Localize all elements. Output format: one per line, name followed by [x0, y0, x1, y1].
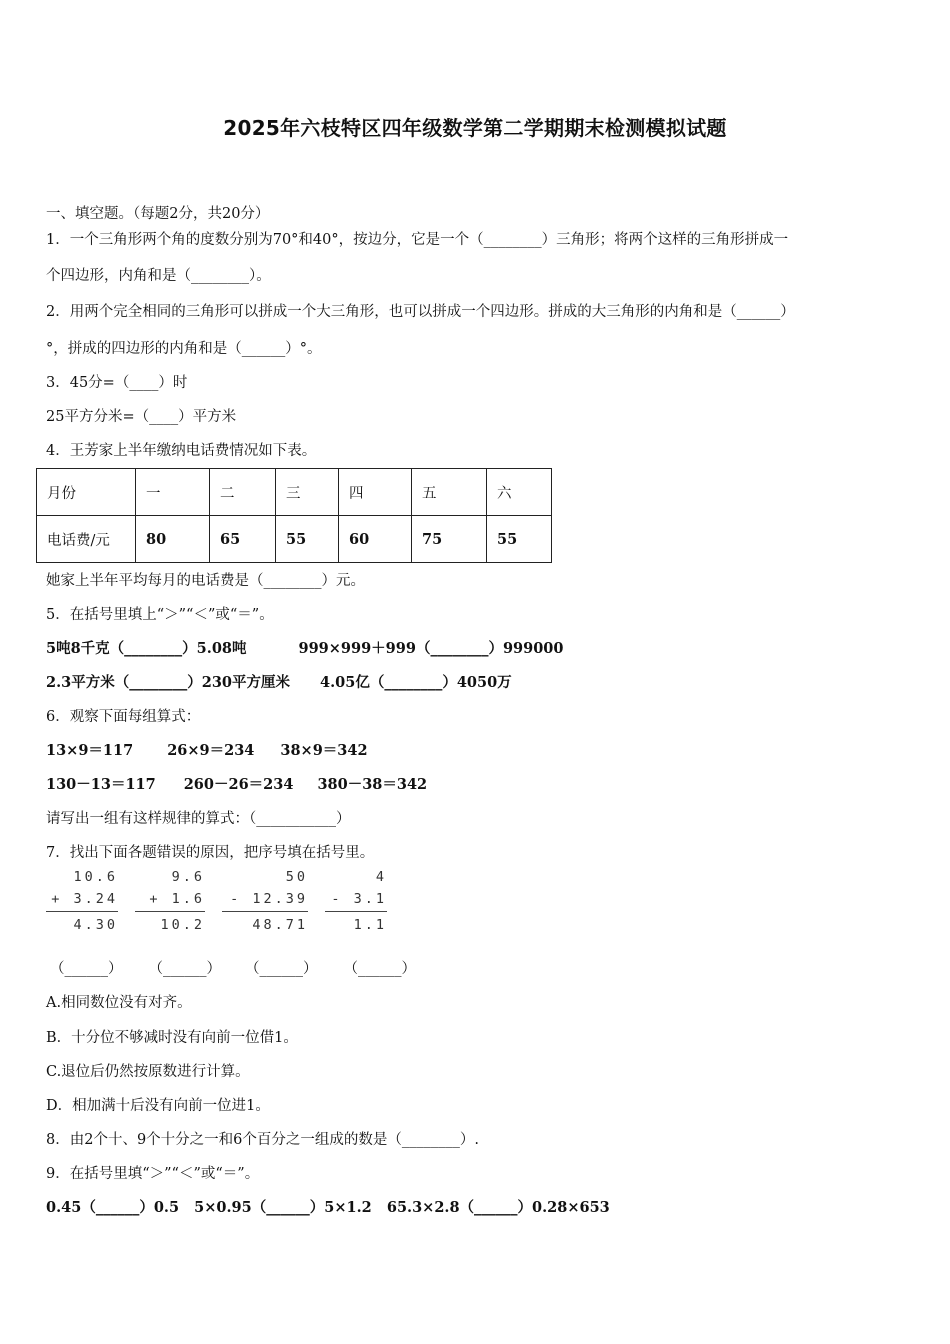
table-row	[37, 516, 552, 563]
option-a: A.相同数位没有对齐。	[46, 995, 192, 1011]
equation: 130－13＝117	[46, 776, 156, 793]
compare-item: 5吨8千克（________）5.08吨	[46, 640, 247, 657]
option-c: C.退位后仍然按原数进行计算。	[46, 1064, 250, 1080]
answer-blank: （______）	[50, 961, 123, 977]
table-cell: 75	[412, 516, 487, 563]
option-b: B．十分位不够减时没有向前一位借1。	[46, 1030, 298, 1046]
compare-item: 4.05亿（________）4050万	[320, 674, 512, 691]
table-cell: 55	[487, 516, 552, 563]
table-cell: 二	[210, 469, 276, 516]
option-d: D．相加满十后没有向前一位进1。	[46, 1098, 270, 1114]
section-heading: 一、填空题。（每题2分，共20分）	[46, 206, 270, 222]
answer-blank: （______）	[148, 961, 221, 977]
question-1-line-1: 1．一个三角形两个角的度数分别为70°和40°，按边分，它是一个（________）三角形；将两个这样的三角形拼成一	[46, 232, 789, 248]
question-5: 5．在括号里填上“＞”“＜”或“＝”。	[46, 607, 274, 623]
question-3-line-1: 3．45分=（____）时	[46, 375, 188, 391]
arith-operand: - 3.1	[331, 891, 387, 907]
arith-top: 9.6	[171, 869, 205, 885]
equation: 380－38＝342	[317, 776, 428, 793]
vertical-arithmetic	[135, 866, 205, 936]
compare-item: 999×999＋999（________）999000	[298, 640, 564, 657]
arith-rule	[135, 911, 205, 912]
table-cell: 60	[339, 516, 412, 563]
question-5-row-2	[46, 671, 512, 692]
phone-fee-table	[36, 468, 552, 563]
table-cell: 月份	[37, 469, 136, 516]
question-7: 7．找出下面各题错误的原因，把序号填在括号里。	[46, 845, 375, 861]
arith-top: 50	[285, 869, 308, 885]
arith-rule	[325, 911, 387, 912]
table-cell: 一	[136, 469, 210, 516]
page-title: 2025年六枝特区四年级数学第二学期期末检测模拟试题	[223, 116, 727, 140]
answer-blank: （______）	[343, 961, 416, 977]
question-1-line-2: 个四边形，内角和是（________）。	[46, 268, 271, 284]
table-cell: 80	[136, 516, 210, 563]
question-7-blanks	[50, 957, 416, 978]
question-6-row-1	[46, 739, 368, 760]
equation: 26×9＝234	[167, 742, 255, 759]
arith-result: 4.30	[73, 917, 118, 933]
table-cell: 六	[487, 469, 552, 516]
question-2-line-2: °，拼成的四边形的内角和是（______）°。	[46, 341, 322, 357]
vertical-arithmetic	[46, 866, 118, 936]
arith-operand: + 1.6	[149, 891, 205, 907]
answer-blank: （______）	[245, 961, 318, 977]
arith-operand: - 12.39	[230, 891, 308, 907]
arith-operand: + 3.24	[51, 891, 118, 907]
table-cell: 四	[339, 469, 412, 516]
arith-result: 48.71	[252, 917, 308, 933]
table-cell: 电话费/元	[37, 516, 136, 563]
table-cell: 五	[412, 469, 487, 516]
arith-top: 4	[375, 869, 387, 885]
arith-top: 10.6	[73, 869, 118, 885]
arith-rule	[222, 911, 308, 912]
question-9: 9．在括号里填“＞”“＜”或“＝”。	[46, 1166, 260, 1182]
table-row	[37, 469, 552, 516]
question-6: 6．观察下面每组算式：	[46, 709, 201, 725]
question-2-line-1: 2．用两个完全相同的三角形可以拼成一个大三角形，也可以拼成一个四边形。拼成的大三角形的内角和是（______）	[46, 304, 795, 320]
question-5-row-1	[46, 637, 564, 658]
compare-item: 2.3平方米（________）230平方厘米	[46, 674, 290, 691]
equation: 38×9＝342	[280, 742, 368, 759]
vertical-arithmetic	[325, 866, 387, 936]
question-4: 4．王芳家上半年缴纳电话费情况如下表。	[46, 443, 317, 459]
equation: 13×9＝117	[46, 742, 134, 759]
question-4-answer: 她家上半年平均每月的电话费是（________）元。	[46, 573, 365, 589]
vertical-arithmetic	[222, 866, 308, 936]
question-3-line-2: 25平方分米=（____）平方米	[46, 409, 237, 425]
question-6-row-2	[46, 773, 427, 794]
equation: 260－26＝234	[183, 776, 294, 793]
arith-rule	[46, 911, 118, 912]
question-9-items: 0.45（______）0.5 5×0.95（______）5×1.2 65.3×2.8（______）0.28×653	[46, 1199, 610, 1216]
table-cell: 三	[276, 469, 339, 516]
table-cell: 65	[210, 516, 276, 563]
arith-result: 10.2	[160, 917, 205, 933]
question-6-prompt: 请写出一组有这样规律的算式：（___________）	[46, 811, 351, 827]
question-8: 8．由2个十、9个十分之一和6个百分之一组成的数是（________）.	[46, 1132, 480, 1148]
arith-result: 1.1	[353, 917, 387, 933]
table-cell: 55	[276, 516, 339, 563]
